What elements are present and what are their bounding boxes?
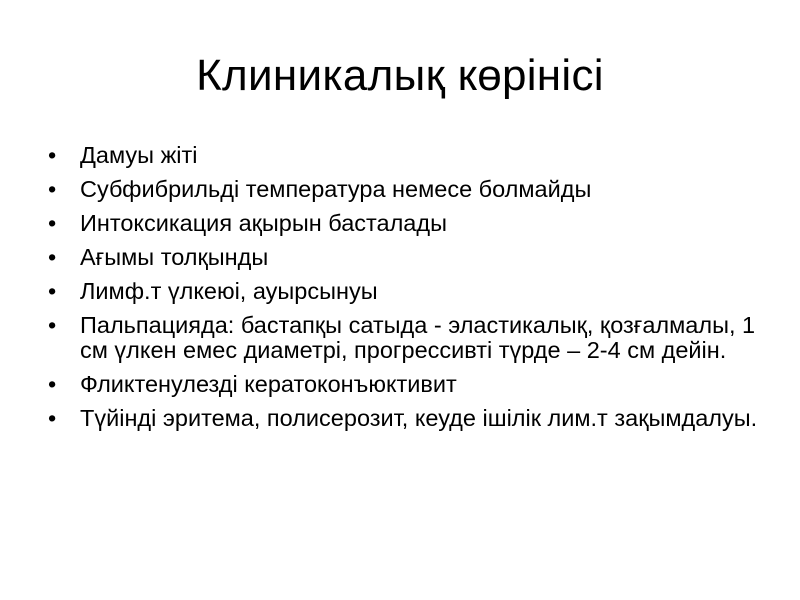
bullet-dot-icon: • <box>48 244 57 270</box>
bullet-text: Интоксикация ақырын басталады <box>80 210 447 236</box>
bullet-item <box>48 406 768 431</box>
bullet-dot-icon: • <box>48 405 57 431</box>
bullet-item <box>48 313 768 363</box>
bullet-item <box>48 245 768 270</box>
bullet-text: Дамуы жіті <box>80 142 198 168</box>
bullet-item <box>48 372 768 397</box>
bullet-item <box>48 211 768 236</box>
bullet-dot-icon: • <box>48 176 57 202</box>
bullet-text: Фликтенулезді кератоконъюктивит <box>80 371 457 397</box>
bullet-text: Лимф.т үлкеюі, ауырсынуы <box>80 278 378 304</box>
bullet-dot-icon: • <box>48 210 57 236</box>
bullet-dot-icon: • <box>48 371 57 397</box>
bullet-text: Түйінді эритема, полисерозит, кеуде ішілік лим.т зақымдалуы. <box>80 405 758 431</box>
bullet-item <box>48 279 768 304</box>
bullet-item <box>48 143 768 168</box>
bullet-dot-icon: • <box>48 312 57 338</box>
bullet-list <box>48 143 768 440</box>
slide-title: Клиникалық көрінісі <box>196 51 604 100</box>
bullet-text: Пальпацияда: бастапқы сатыда - эластикалық, қозғалмалы, 1 см үлкен емес диаметрі, прогрессивті түрде – 2-4 см дейін. <box>80 312 756 363</box>
bullet-text: Ағымы толқынды <box>80 244 269 270</box>
bullet-dot-icon: • <box>48 142 57 168</box>
bullet-item <box>48 177 768 202</box>
bullet-text: Субфибрильді температура немесе болмайды <box>80 176 592 202</box>
bullet-dot-icon: • <box>48 278 57 304</box>
